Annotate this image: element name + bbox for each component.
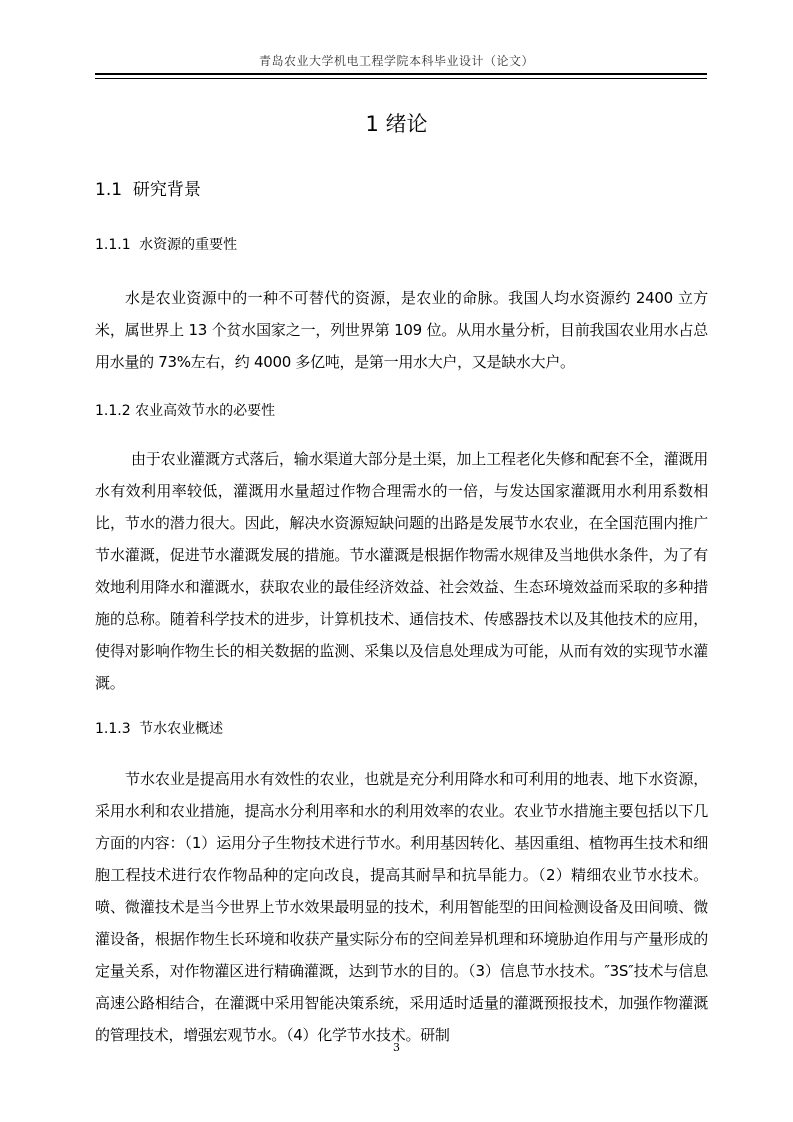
chapter-title: 1 绪论 xyxy=(365,112,428,136)
body-paragraph: 节水农业是提高用水有效性的农业，也就是充分利用降水和可利用的地表、地下水资源，采用水利和农业措施，提高水分利用率和水的利用效率的农业。农业节水措施主要包括以下几方面的内容：（1）运用分子生物技术进行节水。利用基因转化、基因重组、植物再生技术和细胞工程技术进行农作物品种的定向改良，提高其耐旱和抗旱能力。（2）精细农业节水技术。喷、微灌技术是当今世界上节水效果最明显的技术，利用智能型的田间检测设备及田间喷、微灌设备，根据作物生长环境和收获产量实际分布的空间差异机理和环境胁迫作用与产量形成的定量关系，对作物灌区进行精确灌溉，达到节水的目的。（3）信息节水技术。″3S″技术与信息高速公路相结合，在灌溉中采用智能决策系统，采用适时适量的灌溉预报技术，加强作物灌溉的管理技术，增强宏观节水。（4）化学节水技术。研制 xyxy=(95,770,708,1044)
section-heading xyxy=(95,175,201,200)
running-header: 青岛农业大学机电工程学院本科毕业设计（论文） xyxy=(258,54,534,68)
subsection-heading xyxy=(95,718,223,738)
subsection-title: 节水农业概述 xyxy=(139,721,224,737)
subsection-title: 农业高效节水的必要性 xyxy=(135,403,276,419)
section-title: 研究背景 xyxy=(132,180,201,200)
page-number: 3 xyxy=(393,1041,400,1054)
subsection-title: 水资源的重要性 xyxy=(139,237,238,253)
body-paragraph: 由于农业灌溉方式落后，输水渠道大部分是土渠，加上工程老化失修和配套不全，灌溉用水有效利用率较低，灌溉用水量超过作物合理需水的一倍，与发达国家灌溉用水利用系数相比，节水的潜力很大。因此，解决水资源短缺问题的出路是发展节水农业，在全国范围内推广节水灌溉，促进节水灌溉发展的措施。节水灌溉是根据作物需水规律及当地供水条件，为了有效地利用降水和灌溉水，获取农业的最佳经济效益、社会效益、生态环境效益而采取的多种措施的总称。随着科学技术的进步，计算机技术、通信技术、传感器技术以及其他技术的应用，使得对影响作物生长的相关数据的监测、采集以及信息处理成为可能，从而有效的实现节水灌溉。 xyxy=(95,450,708,692)
subsection-heading xyxy=(95,234,237,254)
header-rule-thin xyxy=(95,78,707,79)
header-rule-thick xyxy=(95,73,707,75)
subsection-number: 1.1.2 xyxy=(95,403,131,419)
subsection-number: 1.1.3 xyxy=(95,721,131,737)
subsection-heading xyxy=(95,400,275,420)
body-paragraph: 水是农业资源中的一种不可替代的资源，是农业的命脉。我国人均水资源约 2400 立方米，属世界上 13 个贫水国家之一，列世界第 109 位。从用水量分析，目前我国农业用水占总用水量的 73%左右，约 4000 多亿吨，是第一用水大户，又是缺水大户。 xyxy=(95,289,708,371)
section-number: 1.1 xyxy=(95,180,123,200)
subsection-number: 1.1.1 xyxy=(95,237,131,253)
